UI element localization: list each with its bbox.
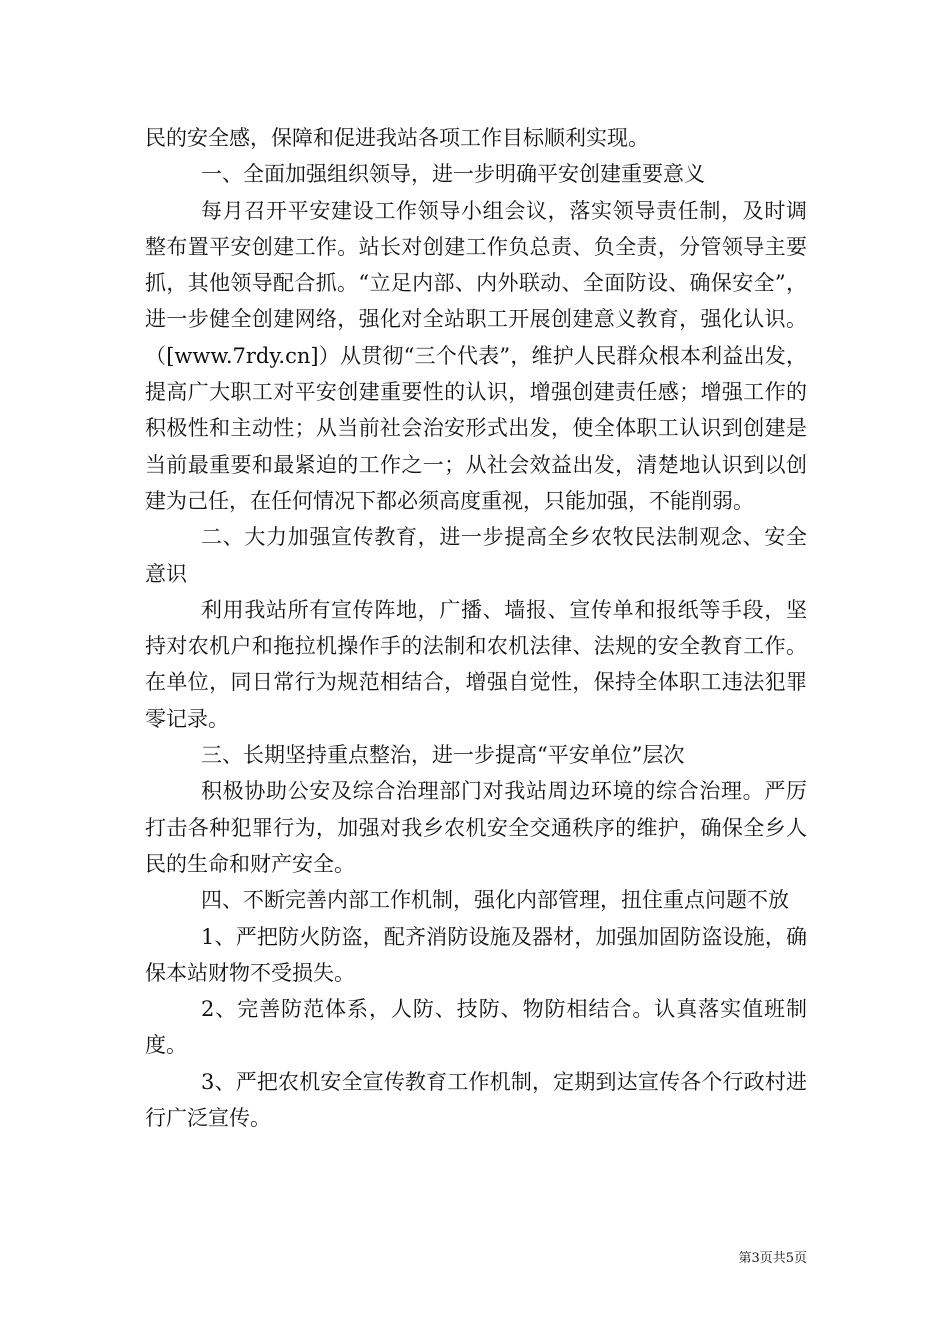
section-heading-4: 四、不断完善内部工作机制，强化内部管理，扭住重点问题不放 [201,888,789,913]
list-item-3: 3、严把农机安全宣传教育工作机制，定期到达宣传各个行政村进行广泛宣传。 [145,1069,807,1131]
list-item-1: 1、严把防火防盗，配齐消防设施及器材，加强加固防盗设施，确保本站财物不受损失。 [145,924,807,985]
document-body [145,120,807,1136]
paragraph-organization: 每月召开平安建设工作领导小组会议，落实领导责任制，及时调整布置平安创建工作。站长对创建工作负总责、负全责，分管领导主要抓，其他领导配合抓。“立足内部、内外联动、全面防设、确保安全”，进一步健全创建网络，强化对全站职工开展创建意义教育，强化认识。（[www.7rdy.cn]）从贯彻“三个代表”，维护人民群众根本利益出发，提高广大职工对平安创建重要性的认识，增强创建责任感；增强工作的积极性和主动性；从当前社会治安形式出发，使全体职工认识到创建是当前最重要和最紧迫的工作之一；从社会效益出发，清楚地认识到以创建为己任，在任何情况下都必须高度重视，只能加强，不能削弱。 [145,198,807,513]
paragraph-publicity: 利用我站所有宣传阵地，广播、墙报、宣传单和报纸等手段，坚持对农机户和拖拉机操作手的法制和农机法律、法规的安全教育工作。在单位，同日常行为规范相结合，增强自觉性，保持全体职工违法犯罪零记录。 [145,597,807,731]
paragraph-continuation: 民的安全感，保障和促进我站各项工作目标顺利实现。 [145,126,649,150]
list-item-2: 2、完善防范体系，人防、技防、物防相结合。认真落实值班制度。 [145,997,807,1058]
page-number-footer: 第3页共5页 [738,1251,807,1266]
section-heading-2: 二、大力加强宣传教育，进一步提高全乡农牧民法制观念、安全意识 [145,525,807,586]
paragraph-rectification: 积极协助公安及综合治理部门对我站周边环境的综合治理。严厉打击各种犯罪行为，加强对我乡农机安全交通秩序的维护，确保全乡人民的生命和财产安全。 [145,779,807,876]
section-heading-1: 一、全面加强组织领导，进一步明确平安创建重要意义 [201,162,705,187]
section-heading-3: 三、长期坚持重点整治，进一步提高“平安单位”层次 [201,743,685,768]
